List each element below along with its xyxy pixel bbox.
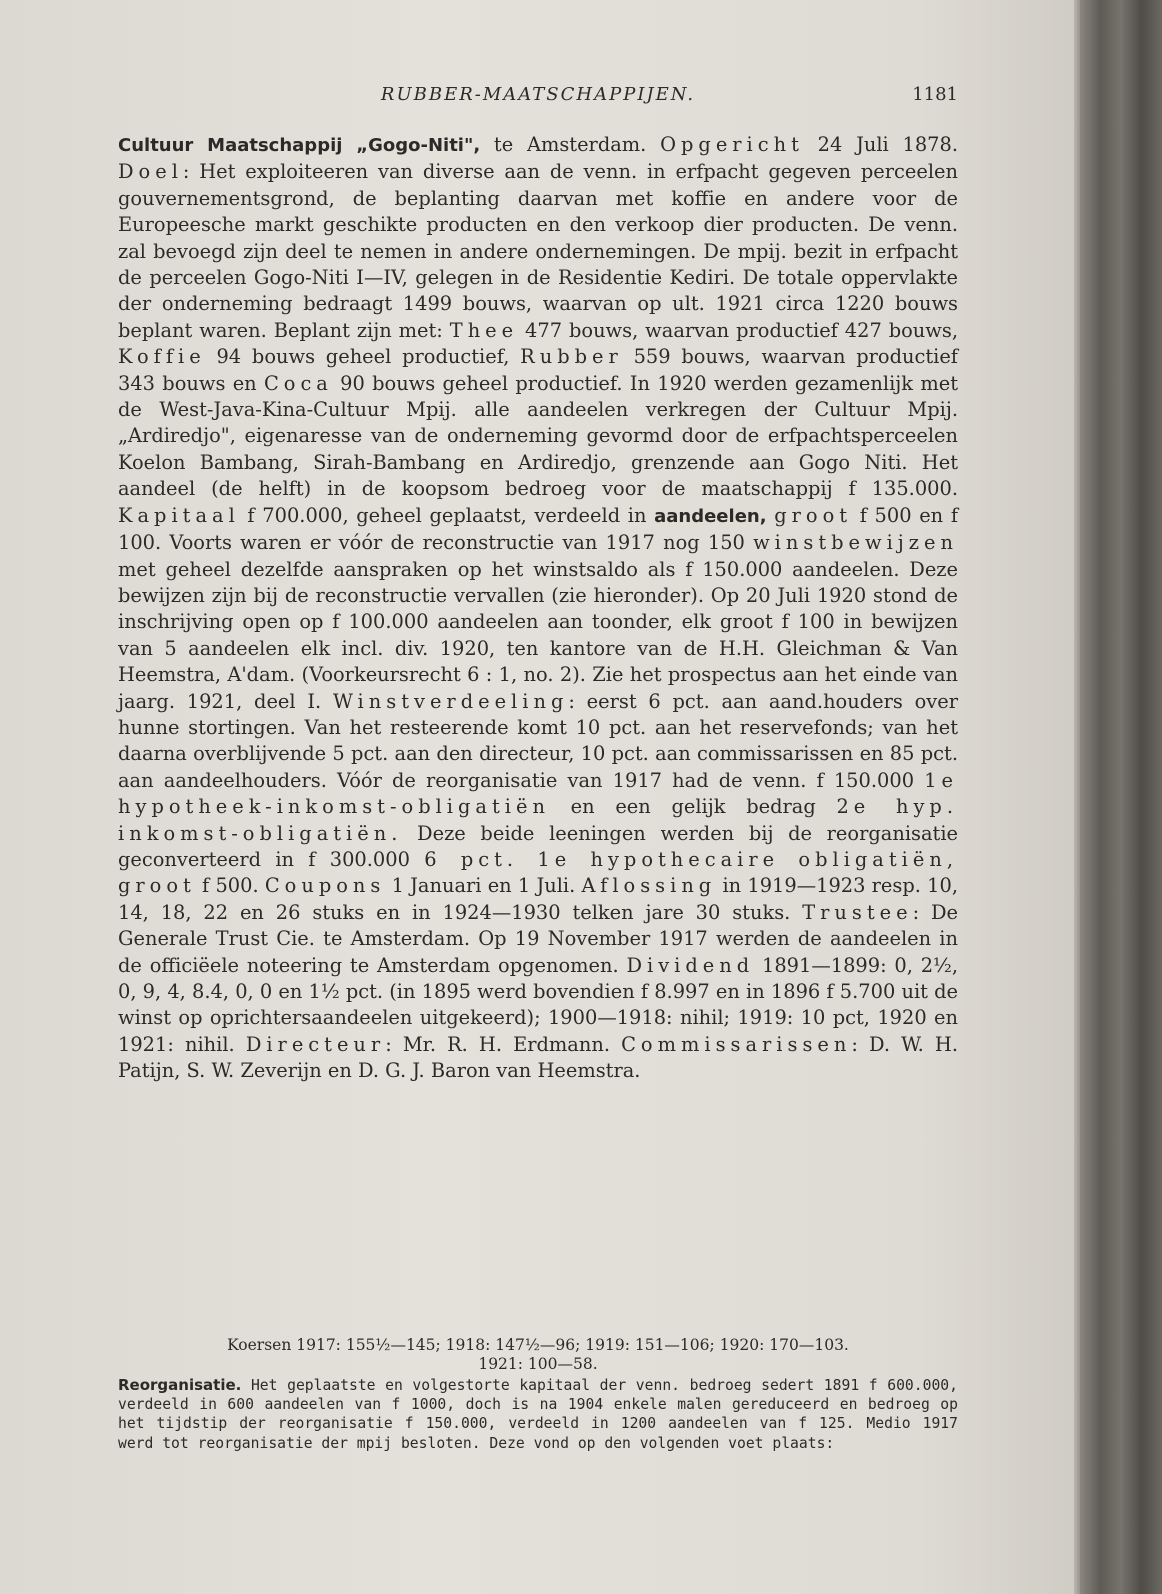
- company-entry: [118, 132, 958, 1085]
- keyword-coca: Coca: [263, 371, 333, 395]
- entry-text: 24 Juli 1878.: [803, 133, 958, 156]
- entry-text: 94 bouws geheel productief,: [205, 345, 521, 369]
- quotes-line: 1921: 100—58.: [478, 1355, 598, 1373]
- keyword-doel: Doel: [118, 160, 183, 184]
- keyword-directeur: Directeur: [245, 1032, 386, 1056]
- entry-text: : D. W. H. Patijn, S. W. Zeverijn en D. G. J. Baron van Heemstra.: [118, 1032, 958, 1083]
- entry-text: : Mr. R. H. Erdmann.: [385, 1032, 622, 1056]
- entry-text: met geheel dezelfde aanspraken op het winstsaldo als f 150.000 aandeelen. Deze bewijzen zijn bij de reconstructie vervallen (zie hieronder). Op 20 Juli 1920 stond de inschrijving open op f 100.000 aandeelen aan toonder, elk groot f 100 in bewijzen van 5 aandeelen elk incl. div. 1920, ten kantore van de H.H. Gleichman & Van Heemstra, A'dam. (Voorkeursrecht 6 : 1, no. 2). Zie het prospectus aan het einde van jaarg. 1921, deel I.: [118, 557, 958, 713]
- running-head: RUBBER-MAATSCHAPPIJEN.: [380, 84, 696, 105]
- entry-text: en een gelijk bedrag: [549, 795, 837, 819]
- reorganisation-heading: Reorganisatie.: [118, 1376, 242, 1394]
- keyword-thee: Thee: [449, 318, 519, 342]
- keyword-winstbewijzen: winstbewijzen: [753, 531, 958, 555]
- entry-text: 1891—1899: 0, 2½, 0, 9, 4, 8.4, 0, 0 en 1½ pct. (in 1895 werd bovendien f 8.997 en in 1896 f 5.700 uit de winst op oprichtersaandeelen uitgekeerd); 1900—1918: nihil; 1919: 10 pct, 1920 en 1921: nihil.: [118, 953, 959, 1056]
- entry-text: f 700.000, geheel geplaatst, verdeeld in: [239, 503, 655, 527]
- quotes-line: Koersen 1917: 155½—145; 1918: 147½—96; 1919: 151—106; 1920: 170—103.: [227, 1336, 849, 1354]
- entry-text: f 500 en f 100. Voorts waren er vóór de reconstructie van 1917 nog 150: [118, 503, 958, 555]
- reorganisation-text: Het geplaatste en volgestorte kapitaal der venn. bedroeg sedert 1891 f 600.000, verdeeld in 600 aandeelen van f 1000, doch is na 1904 enkele malen gereduceerd en bedroeg op het tijdstip der reorganisatie f 150.000, verdeeld in 1200 aandeelen van f 125. Medio 1917 werd tot reorganisatie der mpij besloten. Deze vond op den volgenden voet plaats:: [118, 1377, 958, 1452]
- keyword-groot: groot: [774, 503, 853, 527]
- keyword-commissarissen: Commissarissen: [621, 1032, 852, 1056]
- entry-text: in 1919—1923 resp. 10, 14, 18, 22 en 26 stuks en in 1924—1930 telken jare 30 stuks.: [118, 874, 958, 924]
- keyword-obligatien: 6 pct. 1e hypothecaire obligatiën, groot: [118, 847, 958, 898]
- entry-text: 1 Januari en 1 Juli.: [385, 874, 582, 898]
- keyword-aandeelen: aandeelen,: [654, 505, 767, 527]
- keyword-2e-hyp: 2e hyp. inkomst-obligatiën.: [118, 795, 958, 845]
- entry-text: : eerst 6 pct. aan aand.houders over hunne stortingen. Van het resteerende komt 10 pct. aan het reservefonds; van het daarna overblijvende 5 pct. aan den directeur, 10 pct. aan commissarissen en 85 pct. aan aandeelhouders. Vóór de reorganisatie van 1917 had de venn. f 150.000: [118, 689, 958, 792]
- entry-text: 559 bouws, waarvan productief 343 bouws en: [118, 345, 958, 395]
- keyword-trustee: Trustee: [802, 900, 913, 924]
- entry-text: 477 bouws, waarvan productief 427 bouws,: [518, 318, 958, 342]
- keyword-coupons: Coupons: [264, 874, 386, 898]
- keyword-kapitaal: Kapitaal: [118, 503, 240, 527]
- page-header: [118, 84, 958, 114]
- keyword-winstverdeeling: Winstverdeeling: [332, 689, 569, 713]
- keyword-opgericht: Opgericht: [660, 133, 804, 156]
- keyword-aflossing: Aflossing: [581, 874, 717, 898]
- page-number: 1181: [912, 84, 958, 105]
- entry-text: : De Generale Trust Cie. te Amsterdam. Op 19 November 1917 werden de aandeelen in de officiëele noteering te Amsterdam opgenomen.: [118, 900, 958, 977]
- book-spine: [1080, 0, 1162, 1594]
- entry-text: f 500.: [195, 874, 265, 898]
- keyword-rubber: Rubber: [520, 345, 623, 369]
- entry-paragraph: [118, 132, 958, 1085]
- entry-text: : Het exploiteeren van diverse aan de venn. in erfpacht gegeven perceelen gouvernementsgrond, de beplanting daarvan met koffie en andere voor de Europeesche markt geschikte producten en den verkoop dier producten. De venn. zal bevoegd zijn deel te nemen in andere ondernemingen. De mpij. bezit in erfpacht de perceelen Gogo-Niti I—IV, gelegen in de Residentie Kediri. De totale oppervlakte der onderneming bedraagt 1499 bouws, waarvan op ult. 1921 circa 1220 bouws beplant waren. Beplant zijn met:: [118, 160, 958, 342]
- entry-text: 90 bouws geheel productief. In 1920 werden gezamenlijk met de West-Java-Kina-Cultuur Mpij. alle aandeelen verkregen der Cultuur Mpij. „Ardiredjo", eigenaresse van de onderneming gevormd door de erfpachtsperceelen Koelon Bambang, Sirah-Bambang en Ardiredjo, grenzende aan Gogo Niti. Het aandeel (de helft) in de koopsom bedroeg voor de maatschappij f 135.000.: [118, 371, 958, 501]
- price-quotes: [118, 1336, 958, 1374]
- keyword-koffie: Koffie: [118, 345, 206, 369]
- keyword-1e-hypotheek: 1e hypotheek-inkomst-obligatiën: [118, 768, 958, 819]
- keyword-dividend: Dividend: [626, 953, 755, 977]
- entry-text: te Amsterdam.: [480, 133, 661, 156]
- company-name: Cultuur Maatschappij „Gogo-Niti",: [118, 135, 481, 156]
- reorganisation-section: [118, 1376, 958, 1453]
- entry-text: Deze beide leeningen werden bij de reorganisatie geconverteerd in f 300.000: [118, 821, 958, 871]
